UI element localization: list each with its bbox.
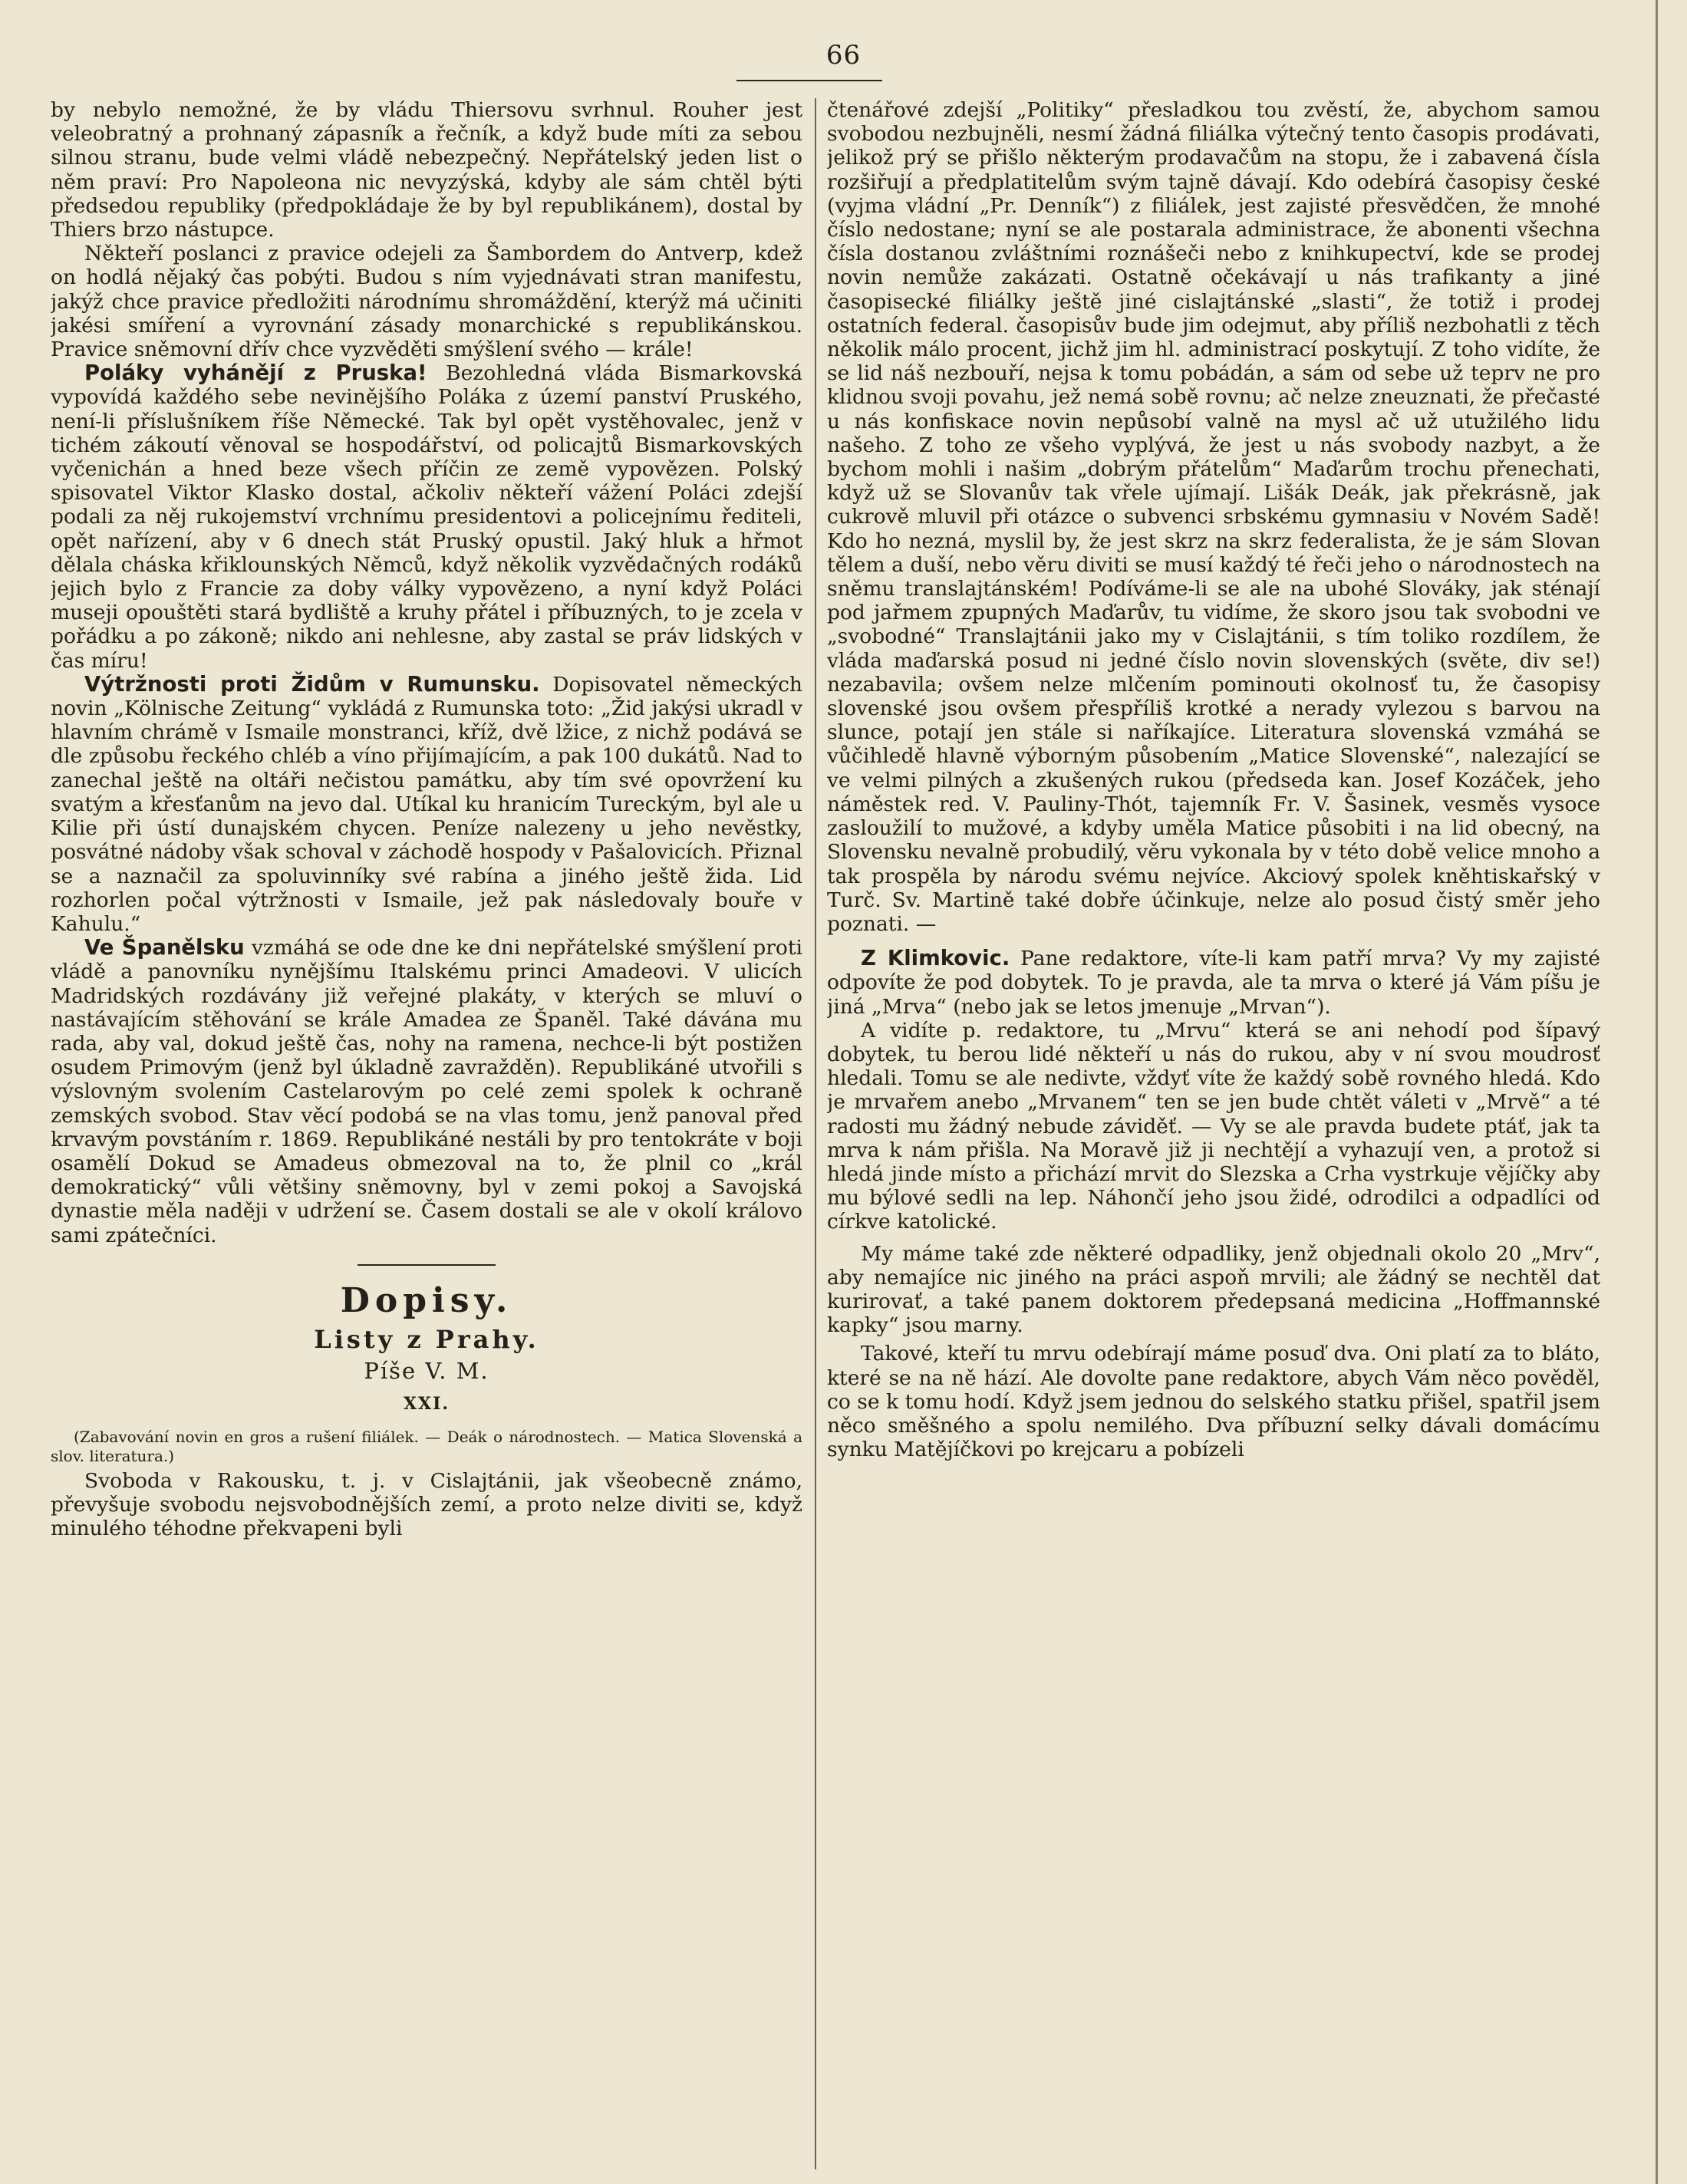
section-subtitle: Listy z Prahy.	[314, 1324, 539, 1354]
paragraph-politika: čtenářové zdejší „Politiky“ přesladkou tou zvěstí, že, abychom samou svobodou nezbujněli, nesmí žádná filiálka výtečný tento časopis prodávati, jelikož prý se přišlo některým prodavačům na stopu, že i zabavená čísla rozšiřují a předplatitelům svým tajně dávají. Kdo odebírá časopisy české (vyjma vládní „Pr. Denník“) z filiálek, jest zajisté přesvědčen, že mnohé číslo nedostane; nyní se ale postarala administrace, že abonenti všechna čísla dostanou zvláštními roznášeči nebo z knihkupectví, kde se prodej novin nemůže zakázati. Ostatně očekávají u nás trafikanty a jiné časopisecké filiálky ještě jiné cislajtánské „slasti“, že totiž i prodej ostatních federal. časopisův bude jim odejmut, aby příliš nezbohatli z těch několik málo procent, jichž jim hl. administrací poskytují. Z toho vidíte, že se lid náš nezbouří, nejsa k tomu pobádán, a sám od sebe už teprv ne pro klidnou svoji povahu, jež nemá sobě rovnu; ač nelze zneuznati, že přečasté u nás konfiskace novin nepůsobí valně na mysl ač už utužilého lidu našeho. Z toho ze všeho vyplývá, že jest u nás svobody nazbyt, a že bychom mohli i našim „dobrým přátelům“ Maďarům trochu přenechati, když už se Slovanův tak vřele ujímají. Lišák Deák, jak překrásně, jak cukrově mluvil při otázce o subvenci srbskému gymnasiu v Novém Sadě! Kdo ho nezná, myslil by, že jest skrz na skrz federalista, že je sám Slovan tělem a duší, nebo věru diviti se musí každý té řeči jeho o národnostech na sněmu translajtánském! Podíváme-li se ale na ubohé Slováky, jak sténají pod jařmem zpupných Maďarův, tu vidíme, že skoro jsou tak svobodni ve „svobodné“ Translajtánii jako my v Cislajtánii, s tím toliko rozdílem, že vláda maďarská posud ni jedné číslo novin slovenských (světe, div se!) nezabavila; ovšem nelze mlčením pominouti okolnosť tu, že časopisy slovenské jsou ovšem přespříliš krotké a nerady vylezou s barvou na slunce, potají jen stále si naříkajíce. Literatura slovenská vzmáhá se vůčihledě hlavně výborným působením „Matice Slovenské“, nalezající se ve velmi pilných a zkušených rukou (předseda kan. Josef Kozáček, jeho náměstek red. V. Pauliny-Thót, tajemník Fr. V. Šasinek, vesměs vysoce zasloužilí to mužové, a kdyby uměla Matice působiti i na lid obecný, na Slovensku nevalně probudilý, věru vykonala by v této době velice mnoho a tak prospěla by národu svému nejvíce. Akciový spolek kněhtiskařský v Turč. Sv. Martině také dobře účinkuje, nelze alo posud čistý směr jeho poznati. —	[827, 98, 1600, 936]
body-spain: vzmáhá se ode dne ke dni nepřátelské smýšlení proti vládě a panovníku nynějšímu Italskému princi Amadeovi. V ulicích Madridských rozdávány již veřejné plakáty, v kterých se mluví o nastávajícím stěhování se krále Amadea ze Španěl. Také dávána mu rada, aby val, dokud ještě čas, nohy na ramena, nechce-li být postižen osudem Primovým (jenž byl úkladně zavražděn). Republikáné utvořili s výslovným svolením Castelarovým po celé zemi spolek k ochraně zemských svobod. Stav věcí podobá se na vlas tomu, jenž panoval před krvavým povstáním r. 1869. Republikáné nestáli by pro tentokráte v boji osamělí Dokud se Amadeus obmezoval na to, že plnil co „král demokratický“ vůli většiny sněmovny, byl v zemi pokoj a Savojská dynastie měla naději v udržení se. Časem dostali se ale v okolí královo sami zpátečníci.	[51, 936, 802, 1247]
section-title: Dopisy.	[340, 1280, 513, 1320]
right-column	[827, 98, 1600, 2169]
paragraph-odberatele: Takové, kteří tu mrvu odebírají máme posuď dva. Oni platí za to bláto, které se na ně hází. Ale dovolte pane redaktore, abych Vám něco pověděl, co se k tomu hodí. Když jsem jednou do selského statku přišel, spatřil jsem něco směšného a spolu nemilého. Dva příbuzní selky dávali domácímu synku Matějíčkovi po krejcaru a pobízeli	[827, 1342, 1600, 1462]
body-romania: Dopisovatel německých novin „Kölnische Zeitung“ vykládá z Rumunska toto: „Žid jakýsi ukradl v hlavním chrámě v Ismaile monstranci, kříž, dvě lžice, z nichž podává se dle způsobu řeckého chléb a víno přijímajícím, a pak 100 dukátů. Nad to zanechal ještě na oltáři nečistou památku, aby tím své opovržení ku svatým a křesťanům na jevo dal. Utíkal ku hranicím Tureckým, byl ale u Kilie při ústí dunajském chycen. Peníze nalezeny u jeho nevěstky, posvátné nádoby však schoval v záchodě hospody v Pašalovicích. Přiznal se a naznačil za spoluvinníky své rabína a jiného ještě žida. Lid rozhorlen počal výtržnosti v Ismaile, jež pak následovaly bouře v Kahulu.“	[51, 672, 802, 936]
page-number: 66	[825, 40, 862, 71]
column-divider	[815, 98, 816, 2169]
paragraph-romania	[51, 673, 802, 936]
paragraph-mrva: A vidíte p. redaktore, tu „Mrvu“ která se ani nehodí pod šípavý dobytek, tu berou lidé někteří u nás do rukou, aby v ní svou moudrosť hledali. Tomu se ale nedivte, vždyť víte že každý sobě rovného hledá. Kdo je mrvařem anebo „Mrvanem“ ten se jen bude chtět váleti v „Mrvě“ a té radosti mu žádný nebude záviděť. — Vy se ale pravda budete ptáť, jak ta mrva k nám přišla. Na Moravě již ji nechtějí a vyhazují ven, a protož si hledá jinde místo a přichází mrvit do Slezska a Crha vystrkuje vějíčky aby mu býlové sedli na lep. Náhončí jeho jsou židé, odrodilci a odpadlíci od církve katolické.	[827, 1018, 1600, 1234]
paragraph-spain	[51, 936, 802, 1247]
byline: Píše V. M.	[364, 1358, 489, 1385]
letter-summary: (Zabavování novin en gros a rušení filiálek. — Deák o národnostech. — Matica Slovenská a slov. literatura.)	[51, 1427, 802, 1465]
paragraph-poles-prussia	[51, 361, 802, 673]
headline-romania: Výtržnosti proti Židům v Rumunsku.	[84, 671, 540, 697]
paragraph-freedom: Svoboda v Rakousku, t. j. v Cislajtánii, jak všeobecně známo, převyšuje svobodu nejsvobodnějších zemí, a proto nelze diviti se, když minulého téhodne překvapeni byli	[51, 1468, 802, 1540]
paragraph-klimkovice	[827, 947, 1600, 1019]
headline-klimkovice: Z Klimkovic.	[861, 946, 1010, 971]
headline-spain: Ve Španělsku	[84, 935, 245, 960]
header-rule	[736, 80, 882, 81]
body-poles-prussia: Bezohledná vláda Bismarkovská vypovídá každého sebe nevinějšího Poláka z území panství Pruského, není-li příslušníkem říše Německé. Tak byl opět vystěhovalec, jenž v tichém zákoutí věnoval se hospodářství, od policajtů Bismarkovských vyčenichán a hned beze všech příčin ze země vypovězen. Polský spisovatel Viktor Klasko dostal, ačkoliv někteří vážení Poláci zdejší podali za něj rukojemství vrchnímu presidentovi a policejnímu řediteli, opět nařízení, aby v 6 dnech stát Pruský opustil. Jaký hluk a hřmot dělala cháska křiklounských Němců, když několik vyzvědačných rodáků jejich bylo z Francie za doby války vypovězeno, a nyní když Poláci museji opouštěti stará bydliště a kruhy přátel i příbuzných, to je zcela v pořádku a po zákoně; nikdo ani nehlesne, aby zastal se práv lidských v čas míru!	[51, 361, 802, 673]
section-divider	[357, 1264, 496, 1266]
paragraph-odpadlici: My máme také zde některé odpadliky, jenž objednali okolo 20 „Mrv“, aby nemajíce nic jiného na práci aspoň mrvili; ale žádný se nechtěl dat kurirovať, a také panem doktorem předepsaná medicina „Hoffmannské kapky“ jsou marny.	[827, 1241, 1600, 1338]
headline-poles-prussia: Poláky vyhánějí z Pruska!	[84, 361, 427, 386]
paragraph-sambord: Někteří poslanci z pravice odejeli za Šambordem do Antverp, kdež on hodlá nějaký čas pobýti. Budou s ním vyjednávati stran manifestu, jakýž chce pravice předložiti národnímu shromáždění, kterýž má učiniti jakési smíření a vyrovnání zásady monarchické s republikánskou. Pravice sněmovní dřív chce vyzvěděti smýšlení svého — krále!	[51, 242, 802, 362]
letter-number: XXI.	[403, 1394, 450, 1415]
body-klimkovice: Pane redaktore, víte-li kam patří mrva? Vy my zajisté odpovíte že pod dobytek. To je pravda, ale ta mrva o které já Vám píšu je jiná „Mrva“ (nebo jak se letos jmenuje „Mrvan“).	[827, 947, 1600, 1019]
left-column	[51, 98, 802, 2169]
paragraph-thiers: by nebylo nemožné, že by vládu Thiersovu svrhnul. Rouher jest veleobratný a prohnaný zápasník a řečník, a když bude míti za sebou silnou stranu, bude velmi vládě nebezpečný. Nepřátelský jeden list o něm praví: Pro Napoleona nic nevyzýská, kdyby ale sám chtěl býti předsedou republiky (předpokládaje že by byl republikánem), dostal by Thiers brzo nástupce.	[51, 98, 802, 242]
page-edge	[1656, 0, 1658, 2184]
